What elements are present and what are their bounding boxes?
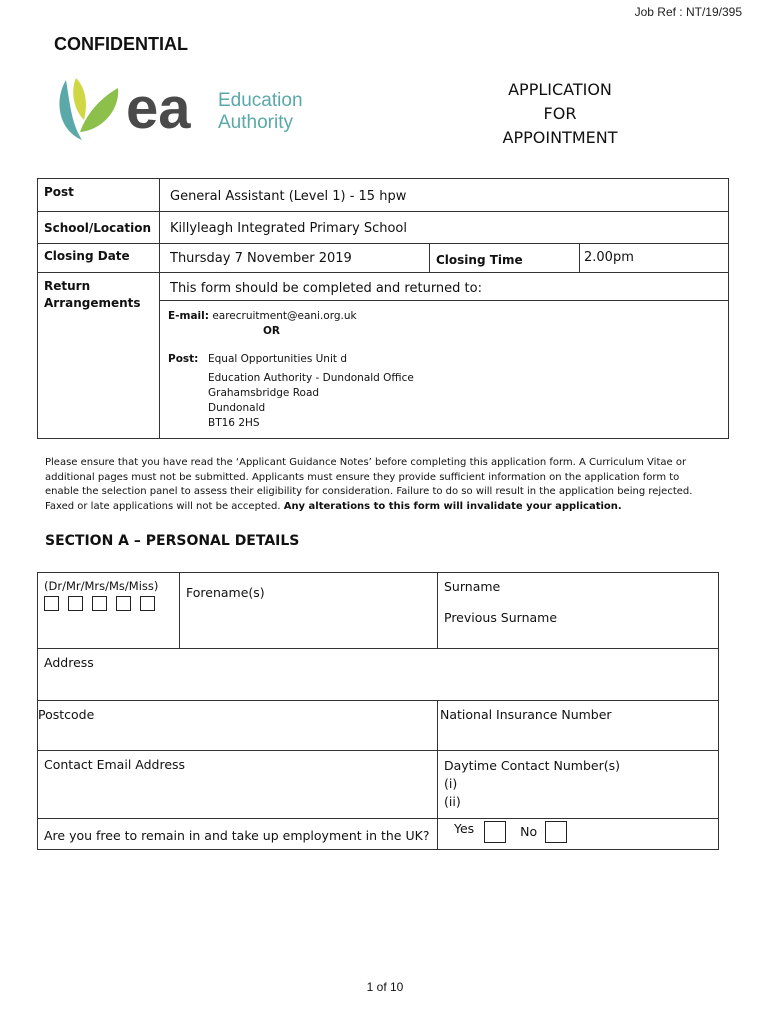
- title-options-label: (Dr/Mr/Mrs/Ms/Miss): [44, 579, 159, 593]
- email-address[interactable]: earecruitment@eani.org.uk: [212, 310, 357, 322]
- job-reference: Job Ref : NT/19/395: [634, 5, 742, 19]
- no-checkbox[interactable]: [545, 821, 567, 843]
- uk-answer-cell: [438, 819, 719, 850]
- ni-number-field[interactable]: [438, 701, 719, 751]
- email-field-label: Contact Email Address: [44, 757, 186, 772]
- no-label: No: [520, 823, 538, 839]
- title-ms-checkbox[interactable]: [116, 596, 131, 611]
- title-line-2: FOR: [543, 104, 577, 123]
- title-line-1: APPLICATION: [508, 80, 612, 99]
- personal-details-table: [37, 572, 719, 850]
- address-line: Education Authority - Dundonald Office: [208, 372, 414, 384]
- address-line: BT16 2HS: [208, 417, 260, 429]
- school-value: Killyleagh Integrated Primary School: [160, 212, 729, 244]
- forename-field[interactable]: [180, 573, 438, 649]
- yes-label: Yes: [454, 821, 475, 836]
- daytime-i-label: (i): [444, 776, 458, 791]
- title-dr-checkbox[interactable]: [44, 596, 59, 611]
- title-mr-checkbox[interactable]: [68, 596, 83, 611]
- previous-surname-label: Previous Surname: [444, 610, 558, 625]
- title-cell: [38, 573, 180, 649]
- school-label: School/Location: [38, 212, 160, 244]
- yes-checkbox[interactable]: [484, 821, 506, 843]
- return-intro: This form should be completed and returned to:: [160, 273, 729, 301]
- address-field[interactable]: [38, 649, 719, 701]
- logo-wordmark: [218, 90, 303, 134]
- guidance-notes: [45, 456, 715, 514]
- surname-field[interactable]: [438, 573, 719, 649]
- postcode-label: Postcode: [38, 707, 95, 722]
- title-miss-checkbox[interactable]: [140, 596, 155, 611]
- post-address: [168, 352, 720, 431]
- closing-date-label: Closing Date: [38, 244, 160, 273]
- address-line: Equal Opportunities Unit d: [208, 353, 348, 365]
- address-line: Dundonald: [208, 402, 266, 414]
- post-value: General Assistant (Level 1) - 15 hpw: [160, 179, 729, 212]
- return-label-text: Return Arrangements: [44, 279, 141, 310]
- form-title: [470, 78, 650, 150]
- post-details-table: [37, 178, 729, 439]
- return-address-block: [160, 301, 729, 439]
- forename-label: Forename(s): [186, 585, 265, 600]
- closing-date-value: Thursday 7 November 2019: [160, 244, 430, 273]
- return-label: [38, 273, 160, 439]
- daytime-number-field[interactable]: [438, 751, 719, 819]
- postcode-field[interactable]: [38, 701, 438, 751]
- email-line: [168, 309, 720, 324]
- title-line-3: APPOINTMENT: [502, 128, 618, 147]
- address-line: Grahamsbridge Road: [208, 387, 320, 399]
- daytime-ii-label: (ii): [444, 794, 461, 809]
- or-text: OR: [263, 325, 281, 337]
- title-mrs-checkbox[interactable]: [92, 596, 107, 611]
- surname-label: Surname: [444, 579, 501, 594]
- logo-letters: ea: [126, 76, 191, 141]
- section-a-title: SECTION A – PERSONAL DETAILS: [45, 533, 300, 549]
- guidance-warning: Any alterations to this form will invalidate your application.: [283, 500, 622, 512]
- logo-text-education: Education: [218, 90, 303, 111]
- confidential-heading: CONFIDENTIAL: [54, 34, 188, 54]
- logo-leaf-yellow-icon: [73, 78, 86, 120]
- logo-text-authority: Authority: [218, 112, 293, 133]
- post-address-label: Post:: [168, 353, 199, 365]
- post-label: Post: [38, 179, 160, 212]
- daytime-label: Daytime Contact Number(s): [444, 758, 620, 773]
- email-field[interactable]: [38, 751, 438, 819]
- title-checkboxes: [44, 595, 173, 611]
- guidance-text: Please ensure that you have read the ‘Applicant Guidance Notes’ before completing this application form. A Curriculum Vitae or additional pages must not be submitted. Applicants must ensure they provide sufficient information on the application form to enable the selection panel to assess their eligibility for consideration. Failure to do so will result in the application being rejected. Faxed or late applications will not be accepted.: [45, 457, 693, 512]
- page-number: 1 of 10: [366, 980, 404, 994]
- uk-question: Are you free to remain in and take up employment in the UK?: [38, 819, 438, 850]
- logo-leaf-green-icon: [80, 88, 118, 132]
- closing-time-label: Closing Time: [430, 244, 580, 273]
- closing-time-value: 2.00pm: [580, 244, 729, 273]
- ni-number-label: National Insurance Number: [440, 707, 612, 722]
- address-label: Address: [44, 655, 94, 670]
- email-label: E-mail:: [168, 310, 209, 322]
